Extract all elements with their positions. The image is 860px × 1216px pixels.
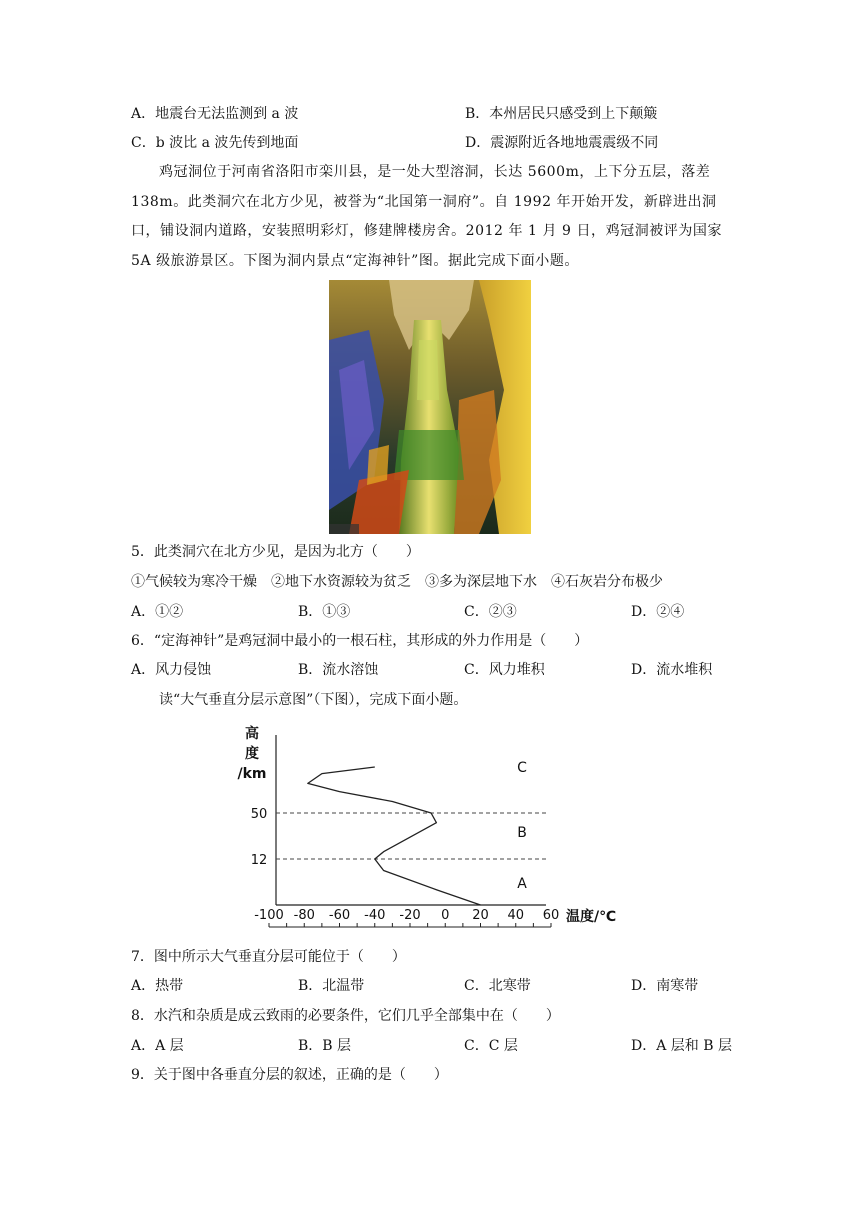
x-tick-label: -40 xyxy=(364,908,386,923)
q5-statements: ①气候较为寒冷干燥 ②地下水资源较为贫乏 ③多为深层地下水 ④石灰岩分布极少 xyxy=(131,574,663,590)
q7-option-c: C．北寒带 xyxy=(464,978,531,994)
q6-stem: 6．“定海神针”是鸡冠洞中最小的一根石柱，其形成的外力作用是（ ） xyxy=(131,633,589,649)
y-tick-label: 50 xyxy=(250,807,268,822)
x-tick-label: 40 xyxy=(507,908,525,923)
q5-stem: 5．此类洞穴在北方少见，是因为北方（ ） xyxy=(131,544,420,560)
q5-option-b: B．①③ xyxy=(298,604,351,620)
q8-option-c: C．C 层 xyxy=(464,1038,518,1054)
q4-option-a: A．地震台无法监测到 a 波 xyxy=(131,106,299,122)
y-tick-label: 12 xyxy=(250,853,268,868)
q6-option-a: A．风力侵蚀 xyxy=(131,662,212,678)
q6-option-c: C．风力堆积 xyxy=(464,662,545,678)
cave-pillar-photo xyxy=(329,280,531,534)
x-tick-label: -100 xyxy=(254,908,284,923)
q8-option-a: A．A 层 xyxy=(131,1038,184,1054)
q5-option-d: D．②④ xyxy=(631,604,685,620)
x-tick-label: -80 xyxy=(293,908,315,923)
q7-option-a: A．热带 xyxy=(131,978,184,994)
q4-option-b: B．本州居民只感受到上下颠簸 xyxy=(465,106,658,122)
q5-option-a: A．①② xyxy=(131,604,184,620)
q7-stem: 7．图中所示大气垂直分层可能位于（ ） xyxy=(131,949,406,965)
q8-option-b: B．B 层 xyxy=(298,1038,352,1054)
passage-atmosphere: 读“大气垂直分层示意图”（下图），完成下面小题。 xyxy=(159,692,468,708)
q8-option-d: D．A 层和 B 层 xyxy=(631,1038,732,1054)
q4-option-d: D．震源附近各地地震震级不同 xyxy=(465,135,659,151)
layer-label: B xyxy=(517,825,527,841)
q6-option-b: B．流水溶蚀 xyxy=(298,662,379,678)
y-axis-label: 高 xyxy=(245,726,259,742)
y-axis-label: 度 xyxy=(245,746,259,762)
q8-stem: 8．水汽和杂质是成云致雨的必要条件，它们几乎全部集中在（ ） xyxy=(131,1008,560,1024)
q7-option-b: B．北温带 xyxy=(298,978,365,994)
y-axis-label: /km xyxy=(237,766,267,782)
x-tick-label: 20 xyxy=(472,908,489,923)
x-tick-label: -60 xyxy=(328,908,351,923)
x-tick-label: -20 xyxy=(399,908,421,923)
q4-option-c: C．b 波比 a 波先传到地面 xyxy=(131,135,299,151)
temperature-curve xyxy=(308,767,481,905)
layer-label: C xyxy=(517,760,527,776)
q7-option-d: D．南寒带 xyxy=(631,978,699,994)
q6-option-d: D．流水堆积 xyxy=(631,662,713,678)
passage-cave: 鸡冠洞位于河南省洛阳市栾川县，是一处大型溶洞，长达 5600m，上下分五层，落差 138m。此类洞穴在北方少见，被誉为“北国第一洞府”。自 1992 年开始开发，新辟进出洞口，铺设洞内道路，安装照明彩灯，修建牌楼房舍。2012 年 1 月 9 日，鸡冠洞被评为国家 5A 级旅游景区。下图为洞内景点“定海神针”图。据此完成下面小题。 xyxy=(131,164,722,269)
q5-option-c: C．②③ xyxy=(464,604,517,620)
x-axis-label: 温度/℃ xyxy=(566,909,617,925)
atmosphere-layer-chart xyxy=(226,720,646,940)
layer-label: A xyxy=(517,876,527,892)
x-tick-label: 0 xyxy=(441,908,450,923)
q9-stem: 9．关于图中各垂直分层的叙述，正确的是（ ） xyxy=(131,1067,448,1083)
x-tick-label: 60 xyxy=(542,908,560,923)
